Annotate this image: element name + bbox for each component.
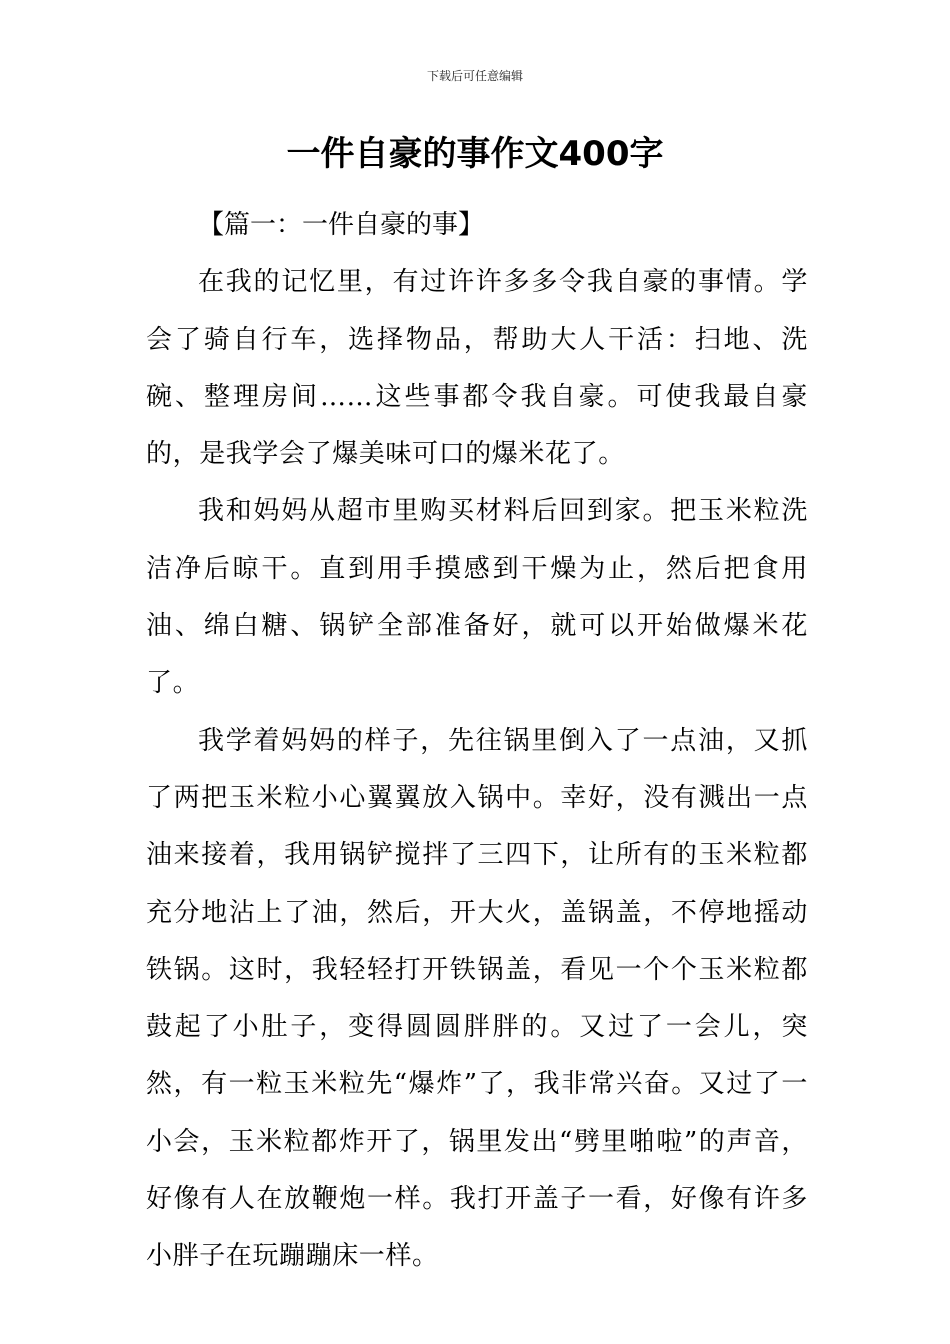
paragraph-1: 在我的记忆里，有过许许多多令我自豪的事情。学会了骑自行车，选择物品，帮助大人干活：扫地、洗碗、整理房间……这些事都令我自豪。可使我最自豪的，是我学会了爆美味可口的爆米花了。 xyxy=(146,267,808,470)
section-heading: 【篇一：一件自豪的事】 xyxy=(198,210,485,240)
paragraph-2: 我和妈妈从超市里购买材料后回到家。把玉米粒洗洁净后晾干。直到用手摸感到干燥为止，然后把食用油、绵白糖、锅铲全部准备好，就可以开始做爆米花了。 xyxy=(146,496,808,699)
paragraph-3: 我学着妈妈的样子，先往锅里倒入了一点油，又抓了两把玉米粒小心翼翼放入锅中。幸好，没有溅出一点油来接着，我用锅铲搅拌了三四下，让所有的玉米粒都充分地沾上了油，然后，开大火，盖锅盖，不停地摇动铁锅。这时，我轻轻打开铁锅盖，看见一个个玉米粒都鼓起了小肚子，变得圆圆胖胖的。又过了一会儿，突然，有一粒玉米粒先“爆炸”了，我非常兴奋。又过了一小会，玉米粒都炸开了，锅里发出“劈里啪啦”的声音，好像有人在放鞭炮一样。我打开盖子一看，好像有许多小胖子在玩蹦蹦床一样。 xyxy=(146,725,808,1272)
essay-body xyxy=(146,197,808,1286)
page-title: 一件自豪的事作文400字 xyxy=(286,134,664,174)
header-note: 下载后可任意编辑 xyxy=(426,69,523,83)
